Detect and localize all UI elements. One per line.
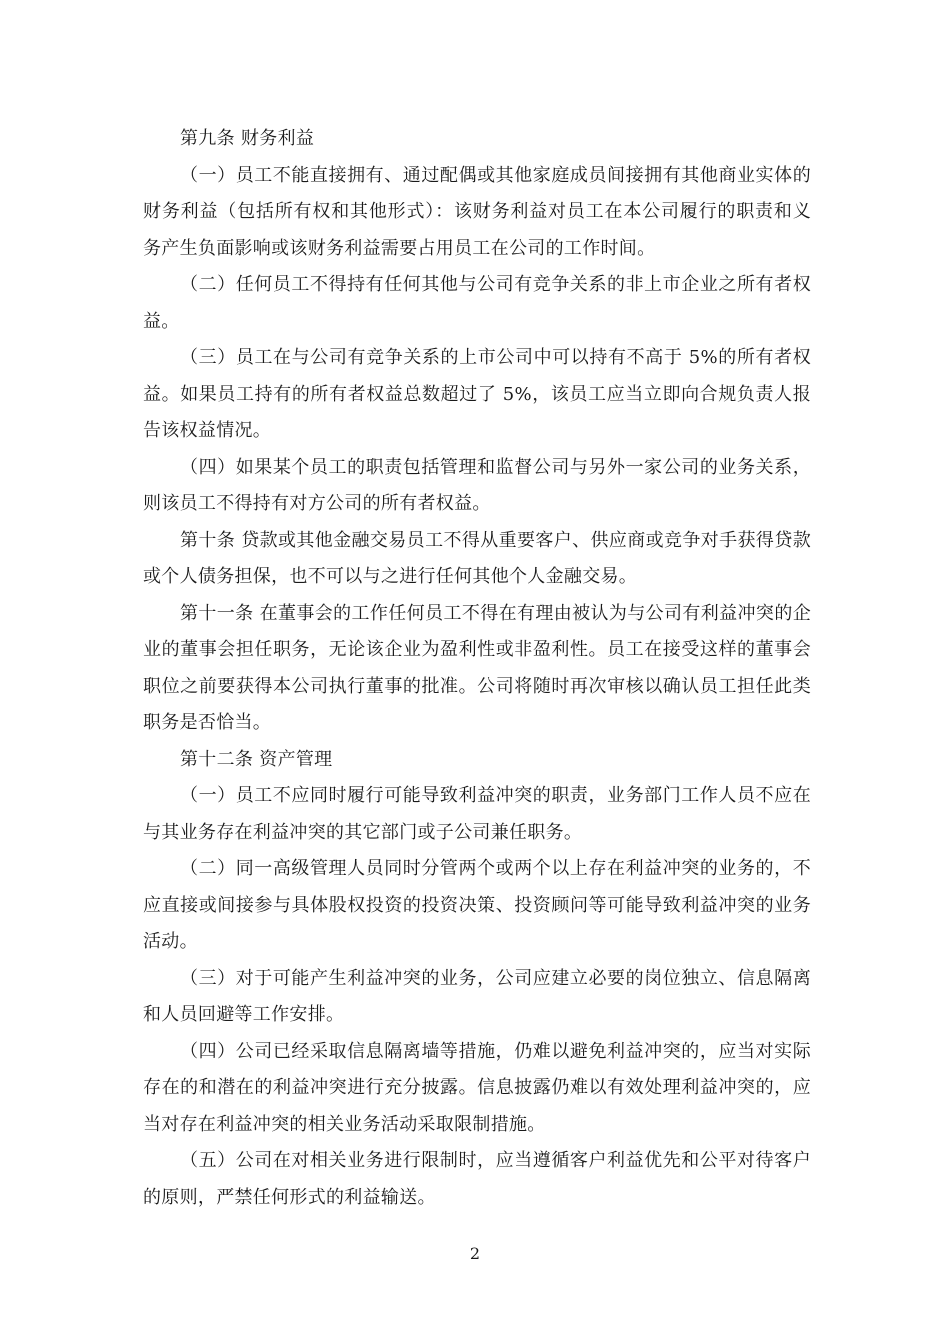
article-9-clause-1: （一）员工不能直接拥有、通过配偶或其他家庭成员间接拥有其他商业实体的财务利益（包括所有权和其他形式）：该财务利益对员工在本公司履行的职责和义务产生负面影响或该财务利益需要占用员工在公司的工作时间。 [143,164,811,259]
document-body [143,121,811,1216]
article-9-clause-3: （三）员工在与公司有竞争关系的上市公司中可以持有不高于 5%的所有者权益。如果员工持有的所有者权益总数超过了 5%，该员工应当立即向合规负责人报告该权益情况。 [143,347,811,441]
article-9-heading: 第九条 财务利益 [180,128,315,149]
article-12-clause-1: （一）员工不应同时履行可能导致利益冲突的职责，业务部门工作人员不应在与其业务存在利益冲突的其它部门或子公司兼任职务。 [143,785,811,843]
article-12-heading: 第十二条 资产管理 [180,748,333,770]
page-number: 2 [469,1244,481,1263]
article-10: 第十条 贷款或其他金融交易员工不得从重要客户、供应商或竞争对手获得贷款或个人债务担保，也不可以与之进行任何其他个人金融交易。 [143,529,811,587]
article-12-clause-5: （五）公司在对相关业务进行限制时，应当遵循客户利益优先和公平对待客户的原则，严禁任何形式的利益输送。 [143,1150,811,1208]
article-12-clause-2: （二）同一高级管理人员同时分管两个或两个以上存在利益冲突的业务的，不应直接或间接参与具体股权投资的投资决策、投资顾问等可能导致利益冲突的业务活动。 [143,858,811,952]
article-12-clause-4: （四）公司已经采取信息隔离墙等措施，仍难以避免利益冲突的，应当对实际存在的和潜在的利益冲突进行充分披露。信息披露仍难以有效处理利益冲突的，应当对存在利益冲突的相关业务活动采取限制措施。 [143,1040,811,1135]
article-9-clause-2: （二）任何员工不得持有任何其他与公司有竞争关系的非上市企业之所有者权益。 [143,274,811,332]
article-9-clause-4: （四）如果某个员工的职责包括管理和监督公司与另外一家公司的业务关系，则该员工不得持有对方公司的所有者权益。 [143,456,811,514]
article-11: 第十一条 在董事会的工作任何员工不得在有理由被认为与公司有利益冲突的企业的董事会担任职务，无论该企业为盈利性或非盈利性。员工在接受这样的董事会职位之前要获得本公司执行董事的批准。公司将随时再次审核以确认员工担任此类职务是否恰当。 [143,602,811,733]
article-12-clause-3: （三）对于可能产生利益冲突的业务，公司应建立必要的岗位独立、信息隔离和人员回避等工作安排。 [143,967,811,1025]
